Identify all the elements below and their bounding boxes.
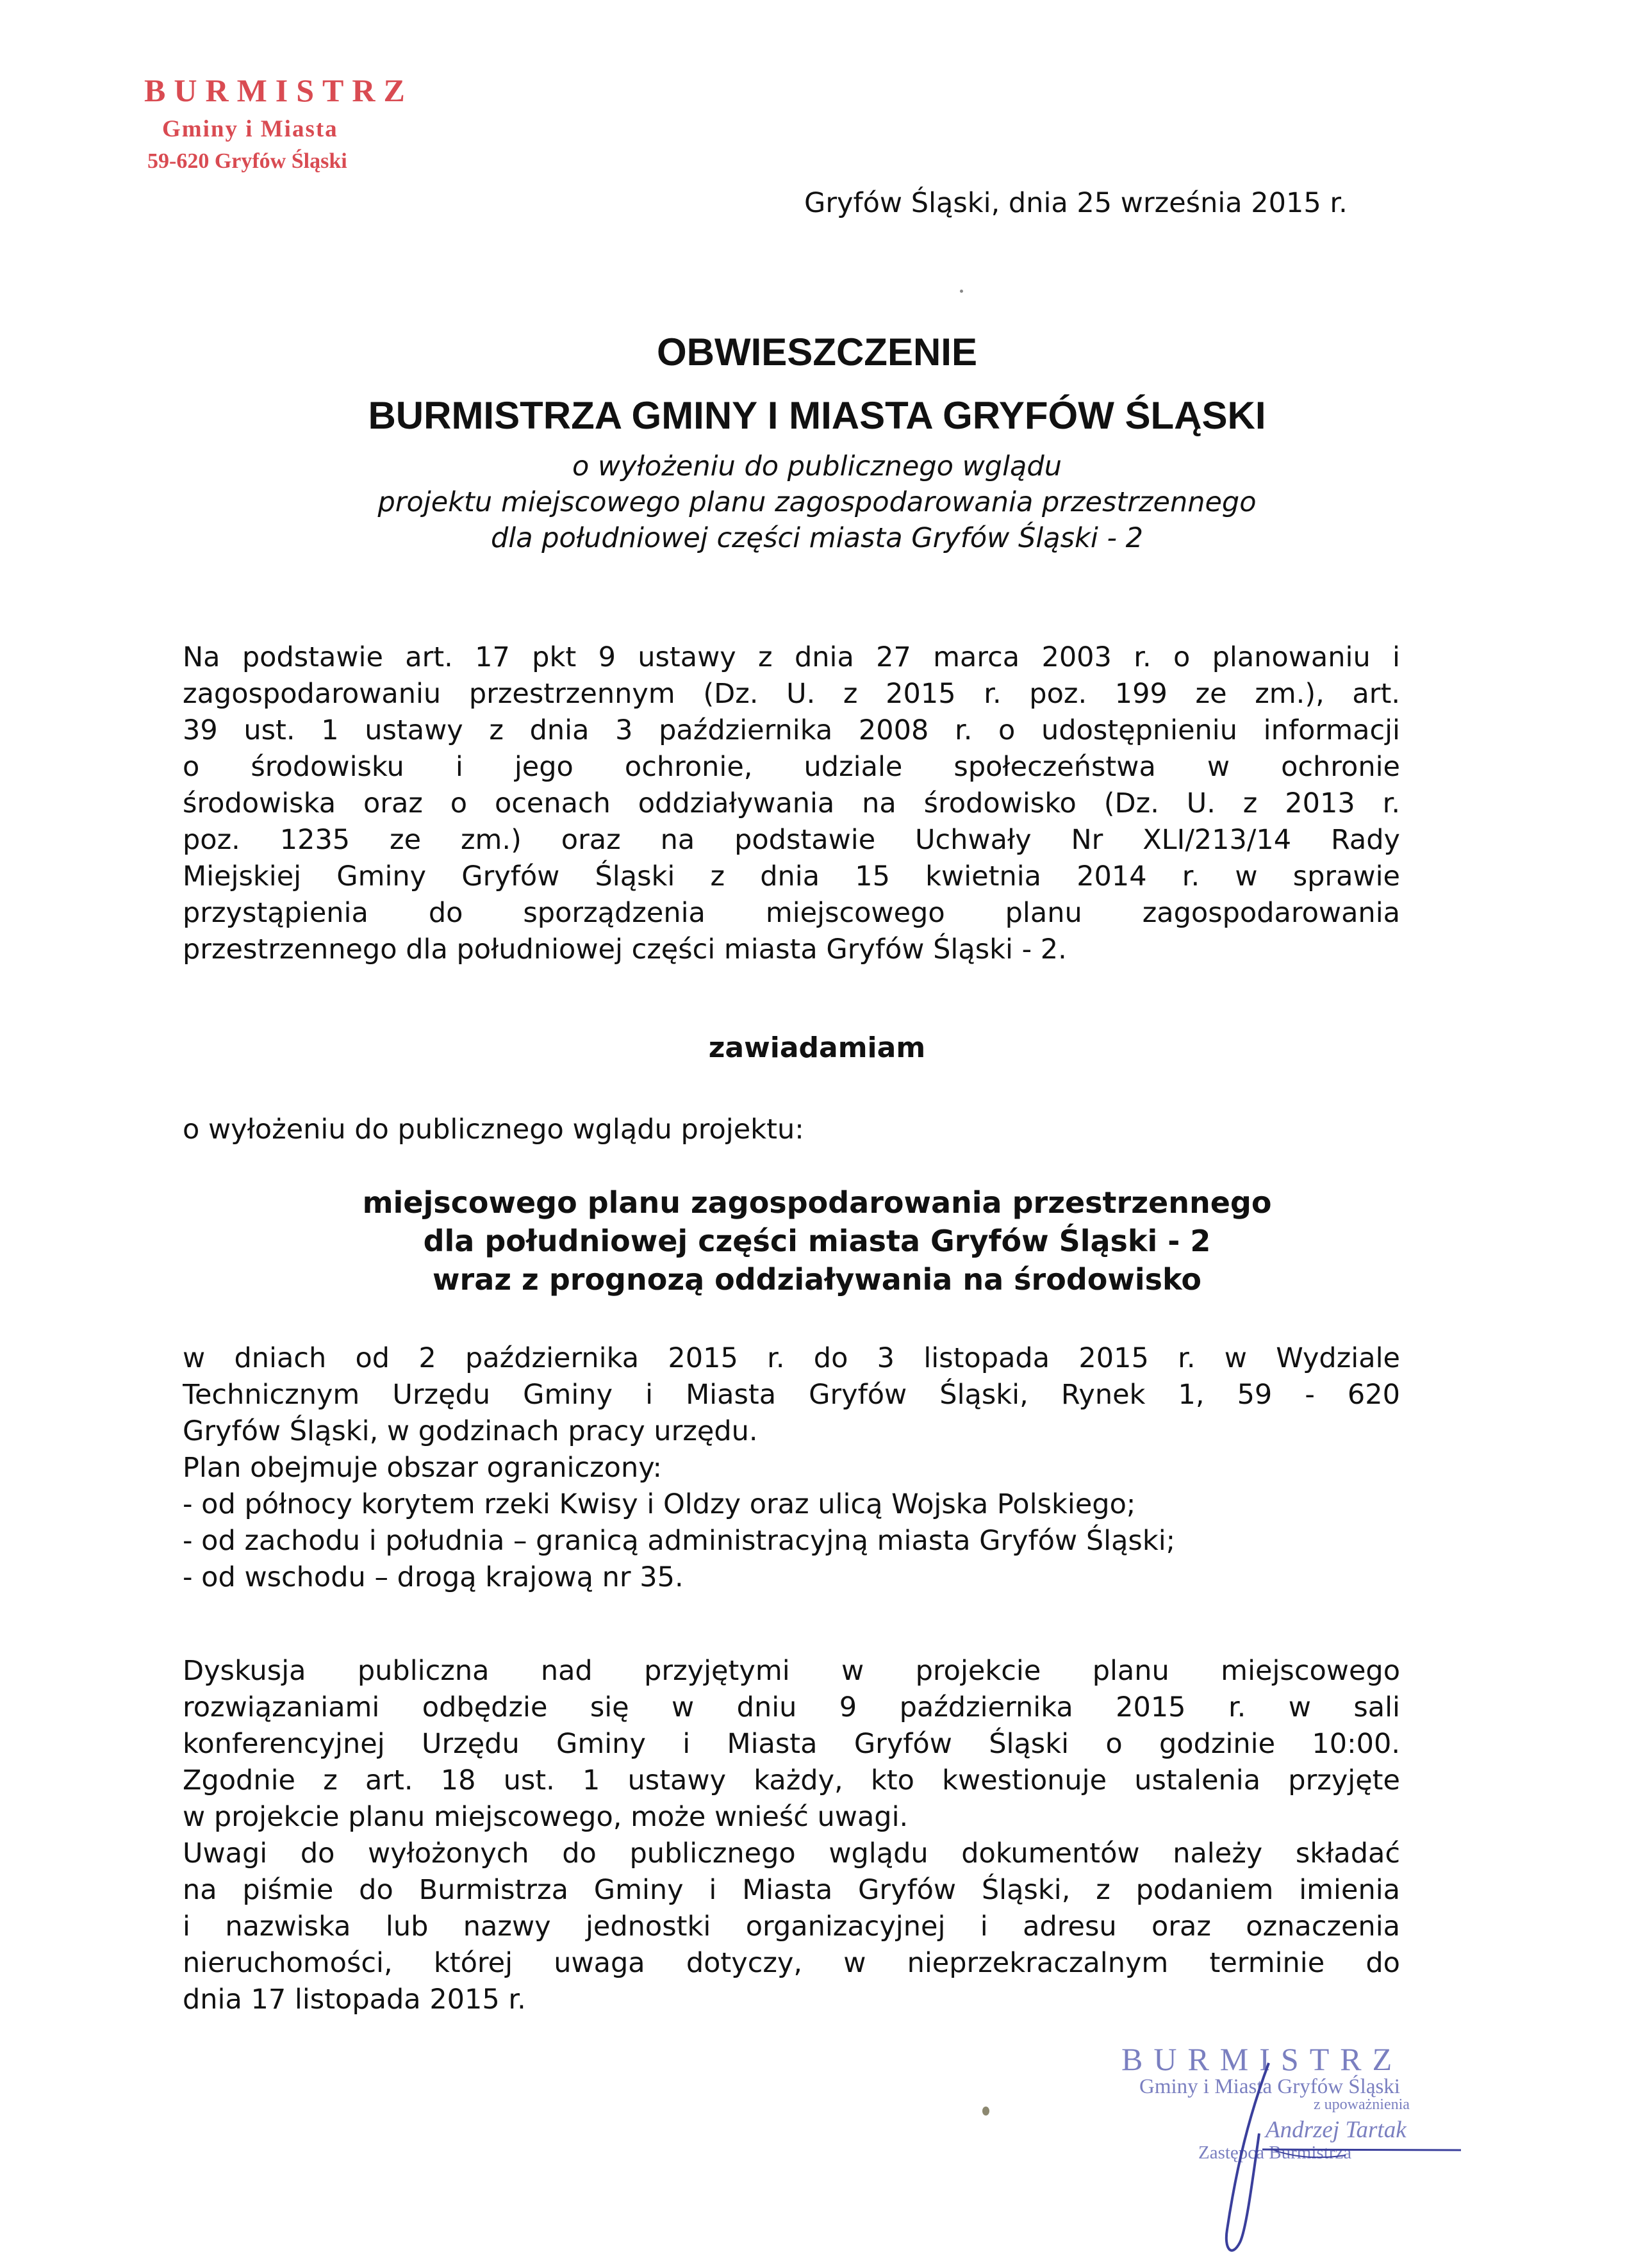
subtitle-line: dla południowej części miasta Gryfów Śląski - 2 — [490, 522, 1144, 554]
text-line: przestrzennego dla południowej części miasta Gryfów Śląski - 2. — [183, 933, 1067, 966]
text-line: przystąpienia do sporządzenia miejscowego planu zagospodarowania — [183, 897, 1400, 929]
stamp-line: Andrzej Tartak — [1266, 2117, 1407, 2143]
discussion-paragraph — [183, 1653, 1400, 2018]
stamp-line: BURMISTRZ — [144, 72, 413, 108]
text-line: nieruchomości, której uwaga dotyczy, w nieprzekraczalnym terminie do — [183, 1947, 1400, 1979]
text-line: Uwagi do wyłożonych do publicznego wglądu dokumentów należy składać — [183, 1837, 1400, 1869]
document-issuer: BURMISTRZA GMINY I MIASTA GRYFÓW ŚLĄSKI — [368, 394, 1266, 437]
text-line: Technicznym Urzędu Gminy i Miasta Gryfów Śląski, Rynek 1, 59 - 620 — [183, 1379, 1400, 1411]
project-title-line: miejscowego planu zagospodarowania przestrzennego — [362, 1185, 1272, 1220]
subtitle-line: projektu miejscowego planu zagospodarowania przestrzennego — [377, 486, 1257, 518]
document-title: OBWIESZCZENIE — [656, 331, 977, 374]
project-title-line: wraz z prognozą oddziaływania na środowisko — [433, 1262, 1201, 1297]
text-line: rozwiązaniami odbędzie się w dniu 9 października 2015 r. w sali — [183, 1691, 1400, 1723]
text-line: i nazwiska lub nazwy jednostki organizacyjnej i adresu oraz oznaczenia — [183, 1911, 1400, 1943]
text-line: w dniach od 2 października 2015 r. do 3 listopada 2015 r. w Wydziale — [183, 1342, 1400, 1374]
stamp-line: 59-620 Gryfów Śląski — [147, 149, 347, 173]
text-line: 39 ust. 1 ustawy z dnia 3 października 2008 r. o udostępnieniu informacji — [183, 714, 1400, 746]
intro-line: o wyłożeniu do publicznego wglądu projektu: — [183, 1113, 804, 1146]
text-line: - od wschodu – drogą krajową nr 35. — [183, 1561, 684, 1593]
text-line: - od zachodu i południa – granicą administracyjną miasta Gryfów Śląski; — [183, 1525, 1176, 1557]
stamp-line: Gminy i Miasta — [162, 116, 338, 142]
text-line: poz. 1235 ze zm.) oraz na podstawie Uchwały Nr XLI/213/14 Rady — [183, 824, 1400, 856]
stamp-line: Gminy i Miasta Gryfów Śląski — [1139, 2075, 1400, 2098]
text-line: Plan obejmuje obszar ograniczony: — [183, 1452, 663, 1484]
date-line: Gryfów Śląski, dnia 25 września 2015 r. — [804, 187, 1348, 219]
text-line: o środowisku i jego ochronie, udziale społeczeństwa w ochronie — [183, 751, 1400, 783]
document-subtitle — [0, 448, 1634, 556]
legal-basis-paragraph — [183, 639, 1400, 968]
text-line: konferencyjnej Urzędu Gminy i Miasta Gryfów Śląski o godzinie 10:00. — [183, 1728, 1400, 1760]
stamp-line: z upoważnienia — [1314, 2096, 1410, 2113]
text-line: Na podstawie art. 17 pkt 9 ustawy z dnia 27 marca 2003 r. o planowaniu i — [183, 641, 1400, 673]
handwritten-signature — [1192, 2037, 1474, 2268]
text-line: Dyskusja publiczna nad przyjętymi w projekcie planu miejscowego — [183, 1655, 1400, 1687]
project-title-line: dla południowej części miasta Gryfów Śląski - 2 — [423, 1224, 1211, 1258]
stamp-line: Zastępca Burmistrza — [1198, 2142, 1352, 2163]
text-line: na piśmie do Burmistrza Gminy i Miasta Gryfów Śląski, z podaniem imienia — [183, 1874, 1400, 1906]
subtitle-line: o wyłożeniu do publicznego wglądu — [572, 450, 1062, 482]
speck — [960, 290, 963, 293]
notification-heading: zawiadamiam — [708, 1031, 926, 1064]
speck — [982, 2107, 989, 2116]
text-line: Miejskiej Gminy Gryfów Śląski z dnia 15 kwietnia 2014 r. w sprawie — [183, 860, 1400, 892]
text-line: w projekcie planu miejscowego, może wnieść uwagi. — [183, 1801, 909, 1833]
text-line: dnia 17 listopada 2015 r. — [183, 1984, 526, 2016]
stamp-line: BURMISTRZ — [1121, 2041, 1403, 2077]
text-line: Gryfów Śląski, w godzinach pracy urzędu. — [183, 1415, 758, 1447]
project-title — [0, 1183, 1634, 1299]
text-line: - od północy korytem rzeki Kwisy i Oldzy oraz ulicą Wojska Polskiego; — [183, 1488, 1136, 1520]
burmistrz-stamp-top — [144, 72, 413, 174]
schedule-paragraph — [183, 1340, 1400, 1596]
text-line: środowiska oraz o ocenach oddziaływania na środowisko (Dz. U. z 2013 r. — [183, 787, 1400, 819]
text-line: zagospodarowaniu przestrzennym (Dz. U. z 2015 r. poz. 199 ze zm.), art. — [183, 678, 1400, 710]
text-line: Zgodnie z art. 18 ust. 1 ustawy każdy, kto kwestionuje ustalenia przyjęte — [183, 1764, 1400, 1796]
